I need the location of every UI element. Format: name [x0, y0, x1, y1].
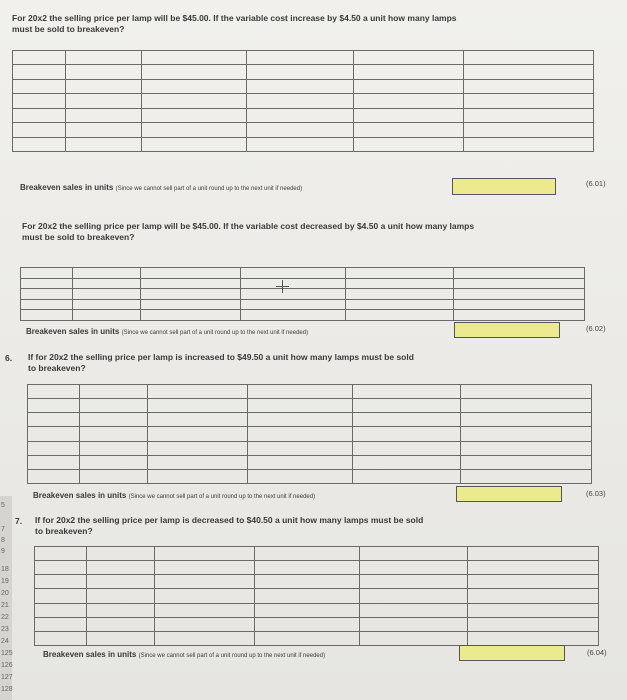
breakeven-label: Breakeven sales in units: [26, 327, 120, 336]
row-number: 23: [1, 626, 9, 633]
row-number: 125: [1, 650, 13, 657]
question-2-text: [22, 221, 474, 243]
row-number: 127: [1, 674, 13, 681]
question-2-line-1: For 20x2 the selling price per lamp will be $45.00. If the variable cost decreased by $4.50 a unit how many lamps: [22, 221, 475, 231]
question-7-line-1: If for 20x2 the selling price per lamp is decreased to $40.50 a unit how many lamps must be sold: [35, 515, 424, 525]
question-2-answer-label: [26, 327, 308, 336]
breakeven-label: Breakeven sales in units: [20, 183, 114, 192]
row-number: 19: [1, 578, 9, 585]
question-7-line-2: to breakeven?: [35, 526, 93, 536]
rounding-note: (Since we cannot sell part of a unit round up to the next unit if needed): [121, 330, 309, 336]
row-number: 8: [1, 537, 5, 544]
question-1-line-2: must be sold to breakeven?: [12, 24, 125, 34]
question-1-code: (6.01): [586, 179, 606, 188]
question-6-line-1: If for 20x2 the selling price per lamp is increased to $49.50 a unit how many lamps must be sold: [28, 352, 414, 362]
row-number: 21: [1, 602, 9, 609]
question-7-answer-label: [43, 650, 325, 659]
question-2-line-2: must be sold to breakeven?: [22, 232, 135, 242]
question-2-code: (6.02): [586, 324, 606, 333]
question-7-number: 7.: [15, 516, 23, 526]
question-6-answer-cell[interactable]: [456, 486, 562, 502]
question-1-answer-label: [20, 183, 302, 192]
breakeven-label: Breakeven sales in units: [33, 491, 127, 500]
question-1-text: [12, 13, 457, 35]
question-7-code: (6.04): [587, 648, 607, 657]
row-number: 128: [1, 686, 13, 693]
row-number: 7: [1, 526, 5, 533]
question-1-answer-cell[interactable]: [452, 178, 556, 195]
question-2-grid: [20, 267, 585, 321]
question-6-text: [28, 352, 414, 374]
rounding-note: (Since we cannot sell part of a unit round up to the next unit if needed): [138, 653, 326, 659]
question-7-text: [35, 515, 423, 537]
row-number: 9: [1, 548, 5, 555]
question-7-grid: [34, 546, 599, 646]
row-number: 126: [1, 662, 13, 669]
rounding-note: (Since we cannot sell part of a unit round up to the next unit if needed): [115, 186, 303, 192]
question-1-grid: [12, 50, 594, 152]
question-6-number: 6.: [5, 353, 13, 363]
question-6-line-2: to breakeven?: [28, 363, 86, 373]
question-2-answer-cell[interactable]: [454, 322, 560, 338]
question-1-line-1: For 20x2 the selling price per lamp will be $45.00. If the variable cost increase by $4.50 a unit how many lamps: [12, 13, 457, 23]
row-number-margin: [0, 496, 12, 700]
row-number: 18: [1, 566, 9, 573]
question-7-answer-cell[interactable]: [459, 645, 565, 661]
row-number: 24: [1, 638, 9, 645]
row-number: 20: [1, 590, 9, 597]
row-number: 22: [1, 614, 9, 621]
move-cursor-icon: [276, 280, 289, 293]
breakeven-label: Breakeven sales in units: [43, 650, 137, 659]
question-6-code: (6.03): [586, 489, 606, 498]
question-6-answer-label: [33, 491, 315, 500]
question-6-grid: [27, 384, 592, 484]
row-number: 5: [1, 502, 5, 509]
rounding-note: (Since we cannot sell part of a unit round up to the next unit if needed): [128, 494, 316, 500]
